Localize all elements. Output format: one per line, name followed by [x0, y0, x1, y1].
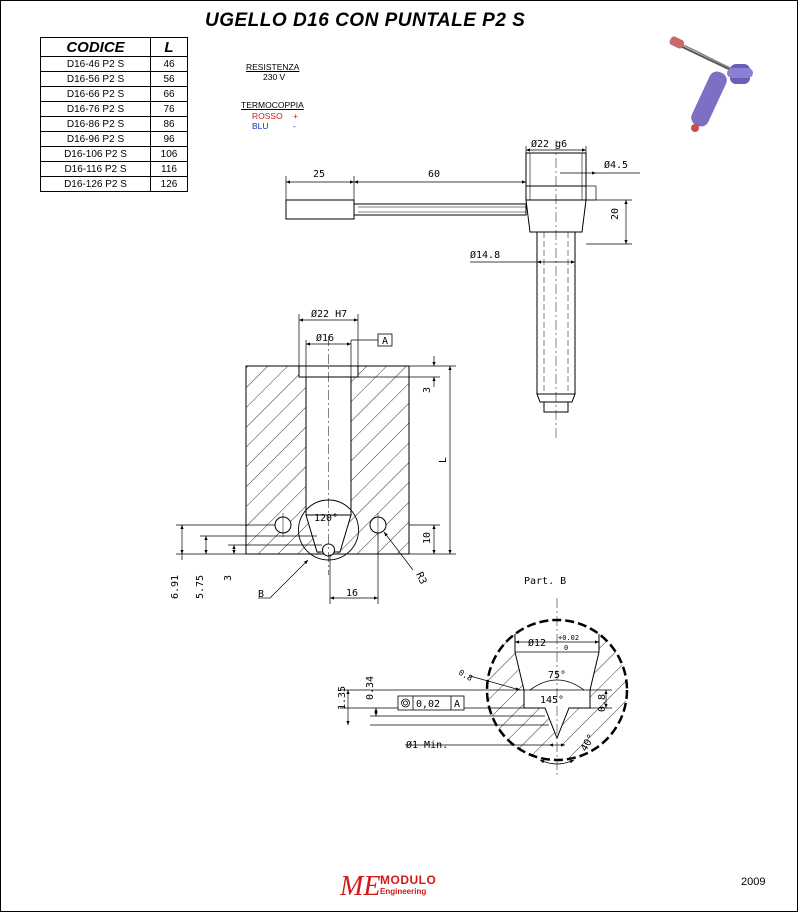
resistenza-value: 230 V [263, 72, 286, 82]
cell-code: D16-86 P2 S [41, 117, 151, 132]
cell-code: D16-56 P2 S [41, 72, 151, 87]
datum-a-label: A [382, 336, 389, 347]
cell-code: D16-66 P2 S [41, 87, 151, 102]
cell-code: D16-126 P2 S [41, 177, 151, 192]
logo-modulo: MODULO [380, 873, 437, 887]
cell-code: D16-46 P2 S [41, 57, 151, 72]
logo-engineering: Engineering [380, 887, 427, 896]
dim-d14-8: Ø14.8 [470, 250, 501, 261]
cell-length: 96 [151, 132, 188, 147]
header-codice: CODICE [41, 38, 151, 57]
dim-r3: R3 [413, 570, 429, 587]
dim-6-91: 6.91 [170, 574, 181, 599]
cell-code: D16-96 P2 S [41, 132, 151, 147]
dim-0-8: 0.8 [597, 693, 608, 712]
dim-r0-8: 0.8 [457, 667, 475, 683]
dim-145-angle: 145° [540, 695, 565, 706]
drawing-year: 2009 [741, 876, 766, 888]
dim-60: 60 [428, 169, 441, 180]
concentricity-value: 0,02 [416, 699, 441, 710]
dim-16: 16 [346, 588, 359, 599]
logo-me: ME [340, 871, 381, 902]
rosso-label: ROSSO [252, 111, 283, 121]
cell-code: D16-106 P2 S [41, 147, 151, 162]
dim-0-34: 0.34 [365, 675, 376, 700]
cell-length: 86 [151, 117, 188, 132]
dim-d22g6: Ø22 g6 [531, 139, 568, 150]
concentricity-datum: A [454, 699, 461, 710]
dim-d12: Ø12 [528, 638, 547, 649]
dim-l: L [438, 456, 449, 463]
dim-120-angle: 120° [314, 513, 339, 524]
cell-length: 46 [151, 57, 188, 72]
dim-75-angle: 75° [548, 670, 567, 681]
dim-d4-5: Ø4.5 [604, 160, 629, 171]
plate-section [246, 336, 409, 575]
dim-1-35: 1.35 [337, 685, 348, 710]
dim-3-top: 3 [422, 386, 433, 393]
cell-code: D16-76 P2 S [41, 102, 151, 117]
modulo-logo [340, 871, 437, 903]
cell-length: 116 [151, 162, 188, 177]
blu-label: BLU [252, 121, 269, 131]
dim-20: 20 [610, 207, 621, 220]
dim-25: 25 [313, 169, 326, 180]
termocoppia-label: TERMOCOPPIA [241, 100, 304, 110]
detail-b-title: Part. B [524, 576, 567, 587]
dim-3-left: 3 [223, 574, 234, 581]
dim-5-75: 5.75 [195, 574, 206, 599]
resistenza-label: RESISTENZA [246, 62, 300, 72]
drawing-title: UGELLO D16 CON PUNTALE P2 S [205, 10, 526, 31]
nozzle-3d-icon [669, 35, 753, 132]
dim-10: 10 [422, 531, 433, 544]
blu-sign: - [293, 121, 296, 131]
dim-d12-tol-low: 0 [564, 644, 569, 652]
header-l: L [151, 38, 188, 57]
cell-length: 106 [151, 147, 188, 162]
cell-length: 126 [151, 177, 188, 192]
dim-d1-min: Ø1 Min. [406, 740, 449, 751]
cell-length: 66 [151, 87, 188, 102]
dim-40-angle: 40° [579, 732, 598, 754]
detail-b-label: B [258, 589, 265, 600]
rosso-sign: + [293, 111, 298, 121]
cell-length: 56 [151, 72, 188, 87]
dim-d16: Ø16 [316, 333, 335, 344]
cell-code: D16-116 P2 S [41, 162, 151, 177]
cell-length: 76 [151, 102, 188, 117]
dim-d12-tol-up: +0.02 [558, 634, 580, 642]
dim-d22h7: Ø22 H7 [311, 309, 348, 320]
